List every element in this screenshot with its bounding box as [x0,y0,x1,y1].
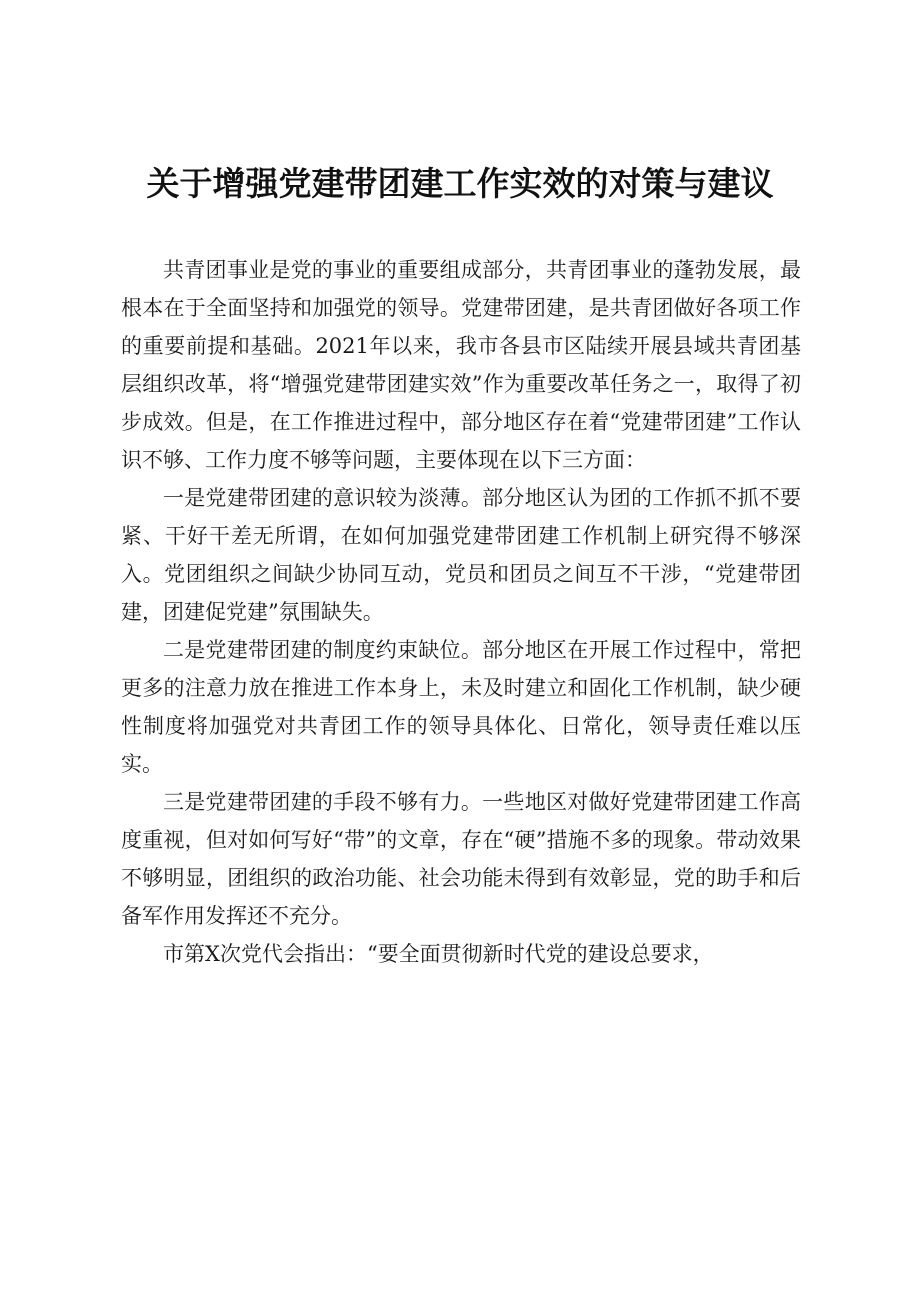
paragraph-intro: 共青团事业是党的事业的重要组成部分，共青团事业的蓬勃发展，最根本在于全面坚持和加强党的领导。党建带团建，是共青团做好各项工作的重要前提和基础。2021年以来，我市各县市区陆续开展县域共青团基层组织改革，将“增强党建带团建实效”作为重要改革任务之一，取得了初步成效。但是，在工作推进过程中，部分地区存在着“党建带团建”工作认识不够、工作力度不够等问题，主要体现在以下三方面： [121,258,801,472]
document-body [121,251,801,973]
paragraph-point-one: 一是党建带团建的意识较为淡薄。部分地区认为团的工作抓不抓不要紧、干好干差无所谓，在如何加强党建带团建工作机制上研究得不够深入。党团组织之间缺少协同互动，党员和团员之间互不干涉，“党建带团建，团建促党建”氛围缺失。 [121,486,801,624]
paragraph-point-two: 二是党建带团建的制度约束缺位。部分地区在开展工作过程中，常把更多的注意力放在推进工作本身上，未及时建立和固化工作机制，缺少硬性制度将加强党对共青团工作的领导具体化、日常化，领导责任难以压实。 [121,638,801,776]
document-title: 关于增强党建带团建工作实效的对策与建议 [146,164,774,203]
paragraph-point-three: 三是党建带团建的手段不够有力。一些地区对做好党建带团建工作高度重视，但对如何写好“带”的文章，存在“硬”措施不多的现象。带动效果不够明显，团组织的政治功能、社会功能未得到有效彰显，党的助手和后备军作用发挥还不充分。 [121,790,801,928]
paragraph-congress-quote: 市第X次党代会指出：“要全面贯彻新时代党的建设总要求， [163,942,714,966]
